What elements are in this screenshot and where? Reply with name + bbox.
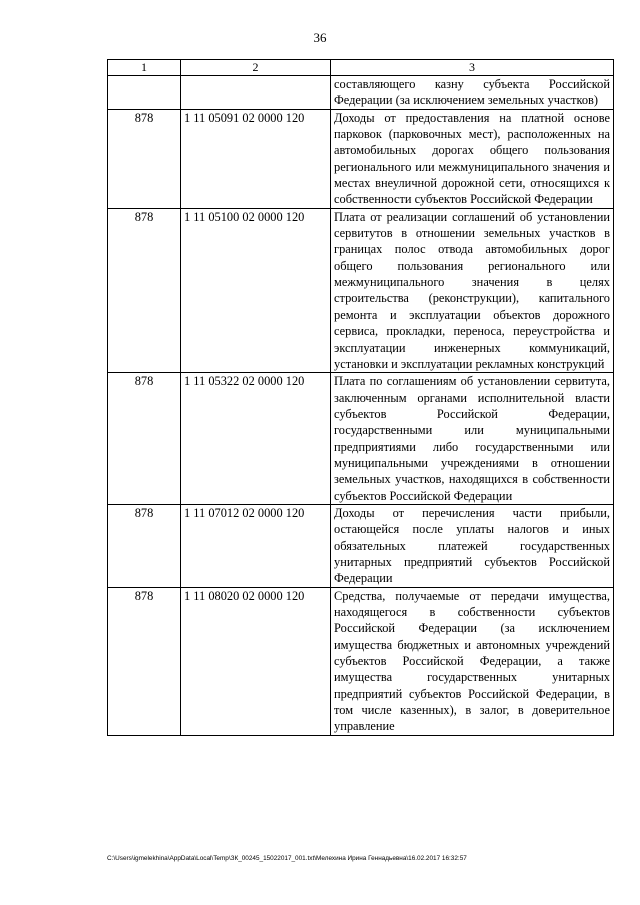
column-header-code: 2	[181, 60, 331, 76]
admin-code-cell	[108, 76, 181, 110]
document-footer-path: C:\Users\igmelekhina\AppData\Local\Temp\ЗК_00245_15022017_001.txt\Мелехина Ирина Геннадьевна\16.02.2017 16:32:57	[107, 855, 467, 862]
budget-code-cell: 1 11 05091 02 0000 120	[181, 109, 331, 208]
table-row	[108, 504, 614, 587]
admin-code-cell: 878	[108, 373, 181, 505]
admin-code-cell: 878	[108, 109, 181, 208]
revenue-name-cell: составляющего казну субъекта Российской Федерации (за исключением земельных участков)	[331, 76, 614, 110]
budget-code-cell	[181, 76, 331, 110]
table-header-row	[108, 60, 614, 76]
revenue-name-cell: Доходы от перечисления части прибыли, остающейся после уплаты налогов и иных обязательных платежей государственных унитарных предприятий субъектов Российской Федерации	[331, 504, 614, 587]
budget-code-cell: 1 11 08020 02 0000 120	[181, 587, 331, 735]
revenue-name-cell: Плата от реализации соглашений об установлении сервитутов в отношении земельных участков в границах полос отвода автомобильных дорог общего пользования регионального или межмуниципального значения в целях строительства (реконструкции), капитального ремонта и эксплуатации объектов дорожного сервиса, прокладки, переноса, переустройства и эксплуатации инженерных коммуникаций, установки и эксплуатации рекламных конструкций	[331, 208, 614, 372]
revenue-name-cell: Средства, получаемые от передачи имущества, находящегося в собственности субъектов Российской Федерации (за исключением имущества бюджетных и автономных учреждений субъектов Российской Федерации, а также имущества государственных унитарных предприятий субъектов Российской Федерации, в том числе казенных), в залог, в доверительное управление	[331, 587, 614, 735]
admin-code-cell: 878	[108, 208, 181, 372]
admin-code-cell: 878	[108, 587, 181, 735]
revenue-name-cell: Доходы от предоставления на платной основе парковок (парковочных мест), расположенных на автомобильных дорогах общего пользования регионального или межмуниципального значения и местах внеуличной дорожной сети, относящихся к собственности субъектов Российской Федерации	[331, 109, 614, 208]
budget-code-cell: 1 11 05100 02 0000 120	[181, 208, 331, 372]
table-row	[108, 587, 614, 735]
budget-code-cell: 1 11 05322 02 0000 120	[181, 373, 331, 505]
budget-code-cell: 1 11 07012 02 0000 120	[181, 504, 331, 587]
column-header-name: 3	[331, 60, 614, 76]
table-row	[108, 76, 614, 110]
admin-code-cell: 878	[108, 504, 181, 587]
table-row	[108, 208, 614, 372]
column-header-admin: 1	[108, 60, 181, 76]
table-row	[108, 109, 614, 208]
table-row	[108, 373, 614, 505]
revenue-name-cell: Плата по соглашениям об установлении сервитута, заключенным органами исполнительной власти субъектов Российской Федерации, государственными или муниципальными предприятиями либо государственными или муниципальными учреждениями в отношении земельных участков, находящихся в собственности субъектов Российской Федерации	[331, 373, 614, 505]
revenue-classification-table	[107, 59, 614, 736]
page-number: 36	[313, 30, 327, 45]
